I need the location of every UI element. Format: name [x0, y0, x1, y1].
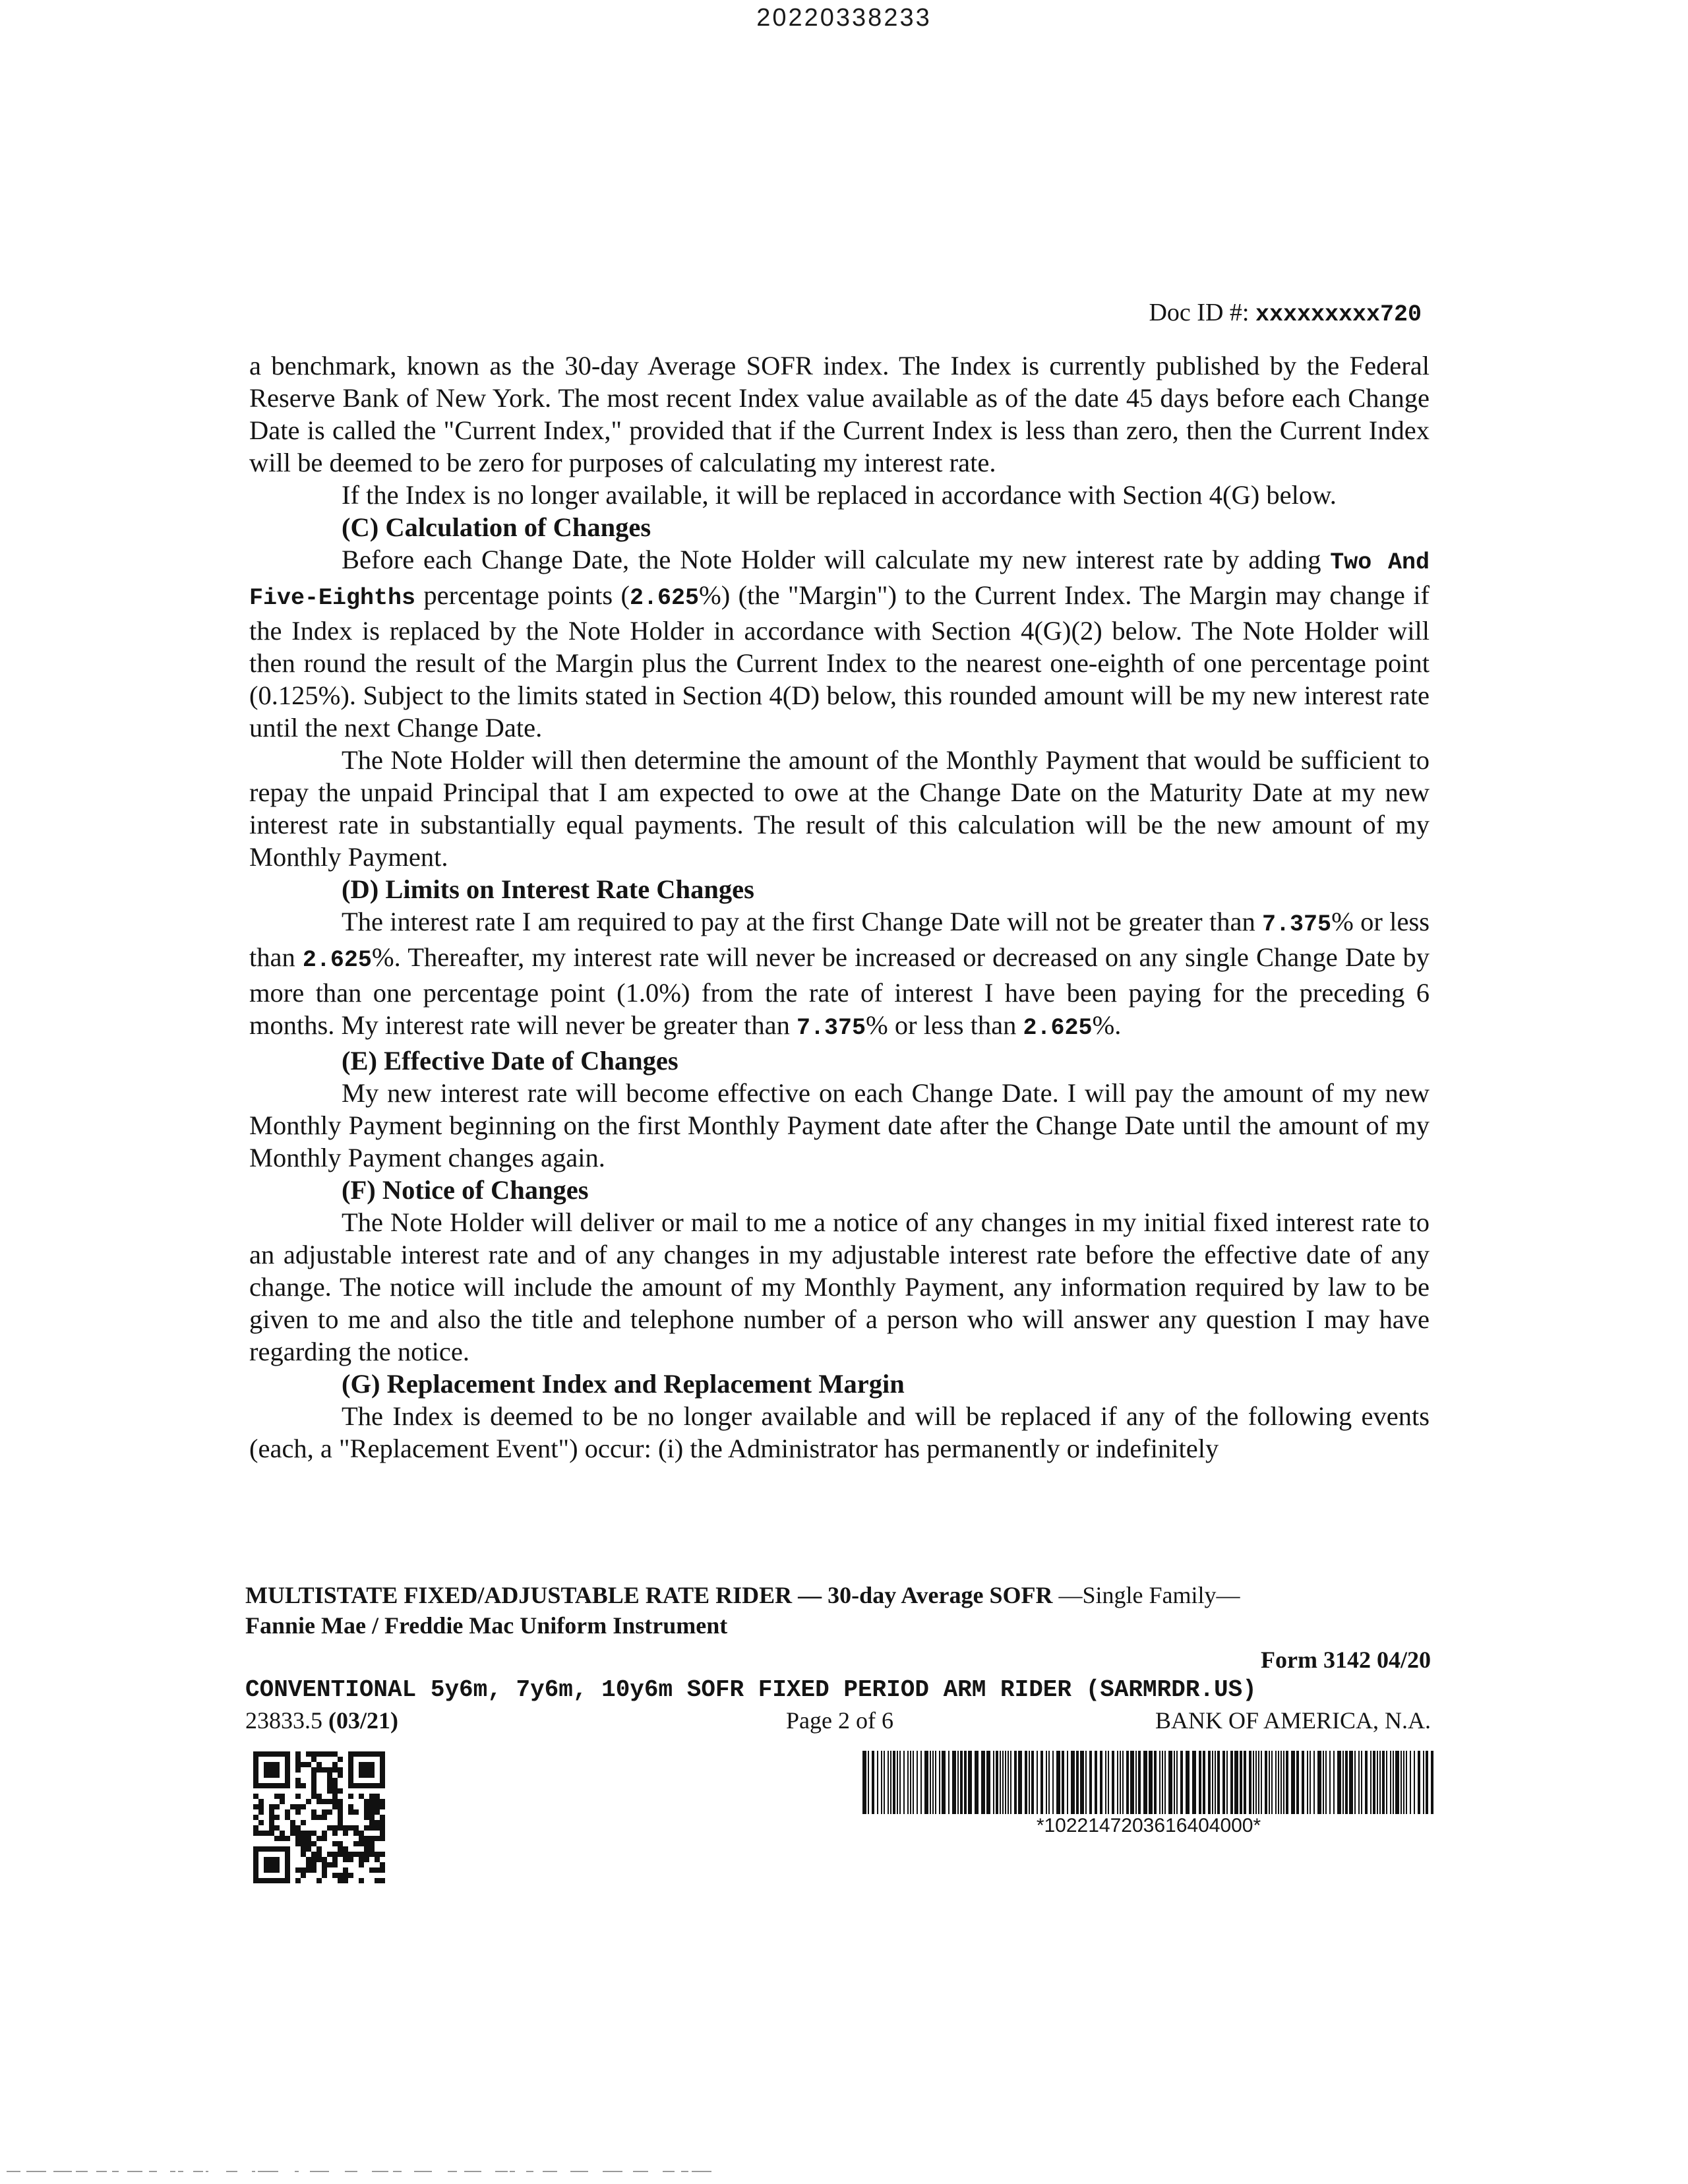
- form-code-date: (03/21): [328, 1707, 398, 1734]
- paragraph-calculation: Before each Change Date, the Note Holder will calculate my new interest rate by adding Two And Five-Eighths percentage points (2.625%) (the "Margin") to the Current Index. The Margin may change if the Index is replaced by the Note Holder in accordance with Section 4(G)(2) below. The Note Holder will then round the result of the Margin plus the Current Index to the nearest one-eighth of one percentage point (0.125%). Subject to the limits stated in Section 4(D) below, this rounded amount will be my new interest rate until the next Change Date.: [249, 545, 1430, 743]
- document-body: [249, 349, 1430, 1465]
- doc-id-value: xxxxxxxxx720: [1255, 301, 1422, 328]
- heading-effective-date: (E) Effective Date of Changes: [342, 1046, 678, 1076]
- paragraph-effective-date: My new interest rate will become effective on each Change Date. I will pay the amount of my new Monthly Payment beginning on the first Monthly Payment date after the Change Date until the amount of my Monthly Payment changes again.: [249, 1078, 1430, 1172]
- max-rate-2: 7.375: [796, 1015, 866, 1041]
- paragraph-index-definition: a benchmark, known as the 30-day Average SOFR index. The Index is currently published by the Federal Reserve Bank of New York. The most recent Index value available as of the date 45 days before each Change Date is called the "Current Index," provided that if the Current Index is less than zero, then the Current Index will be deemed to be zero for purposes of calculating my interest rate.: [249, 351, 1430, 477]
- heading-limits: (D) Limits on Interest Rate Changes: [342, 874, 754, 904]
- footer-title-bold: MULTISTATE FIXED/ADJUSTABLE RATE RIDER — 30-day Average SOFR: [245, 1582, 1053, 1608]
- qr-code-icon: [253, 1751, 385, 1883]
- paragraph-limits: The interest rate I am required to pay at the first Change Date will not be greater than 7.375% or less than 2.625%. Thereafter, my interest rate will never be increased or decreased on any single Change Date by more than one percentage point (1.0%) from the rate of interest I have been paying for the preceding 6 months. My interest rate will never be greater than 7.375% or less than 2.625%.: [249, 907, 1430, 1041]
- paragraph-replacement-index: The Index is deemed to be no longer available and will be replaced if any of the following events (each, a "Replacement Event") occur: (i) the Administrator has permanently or indefinitely: [249, 1401, 1430, 1463]
- footer-form-title: [245, 1580, 1432, 1641]
- heading-replacement-index: (G) Replacement Index and Replacement Margin: [342, 1369, 905, 1399]
- lender-name: BANK OF AMERICA, N.A.: [1155, 1707, 1431, 1734]
- margin-words: Two And Five-Eighths: [249, 549, 1430, 611]
- margin-value: 2.625: [629, 585, 699, 611]
- page-number: Page 2 of 6: [786, 1707, 893, 1734]
- form-code: 23833.5 (03/21): [245, 1707, 398, 1734]
- barcode-number: *1022147203616404000*: [1036, 1815, 1261, 1836]
- footer-title-light: —Single Family—: [1052, 1582, 1240, 1608]
- min-rate-1: 2.625: [302, 947, 372, 973]
- heading-calculation-of-changes: (C) Calculation of Changes: [342, 512, 651, 542]
- paragraph-notice: The Note Holder will deliver or mail to me a notice of any changes in my initial fixed interest rate to an adjustable interest rate and of any changes in my adjustable interest rate before the effective date of any change. The notice will include the amount of my Monthly Payment, any information required by law to be given to me and also the title and telephone number of a person who will answer any question I may have regarding the notice.: [249, 1207, 1430, 1366]
- footer-title-line2: Fannie Mae / Freddie Mac Uniform Instrument: [245, 1612, 728, 1639]
- paragraph-monthly-payment: The Note Holder will then determine the amount of the Monthly Payment that would be sufficient to repay the unpaid Principal that I am expected to owe at the Change Date on the Maturity Date at my new interest rate in substantially equal payments. The result of this calculation will be the new amount of my Monthly Payment.: [249, 745, 1430, 872]
- min-rate-2: 2.625: [1023, 1015, 1093, 1041]
- doc-id: [1149, 298, 1422, 328]
- max-rate-1: 7.375: [1262, 911, 1332, 938]
- scan-artifact: [0, 2169, 725, 2173]
- recording-number: 20220338233: [756, 4, 932, 32]
- heading-notice: (F) Notice of Changes: [342, 1175, 589, 1205]
- doc-id-label: Doc ID #:: [1149, 299, 1250, 326]
- form-number: Form 3142 04/20: [1261, 1647, 1431, 1673]
- paragraph-index-replacement: If the Index is no longer available, it will be replaced in accordance with Section 4(G) below.: [342, 480, 1337, 510]
- barcode-icon: [862, 1751, 1435, 1814]
- rider-program-line: CONVENTIONAL 5y6m, 7y6m, 10y6m SOFR FIXED PERIOD ARM RIDER (SARMRDR.US): [245, 1676, 1257, 1703]
